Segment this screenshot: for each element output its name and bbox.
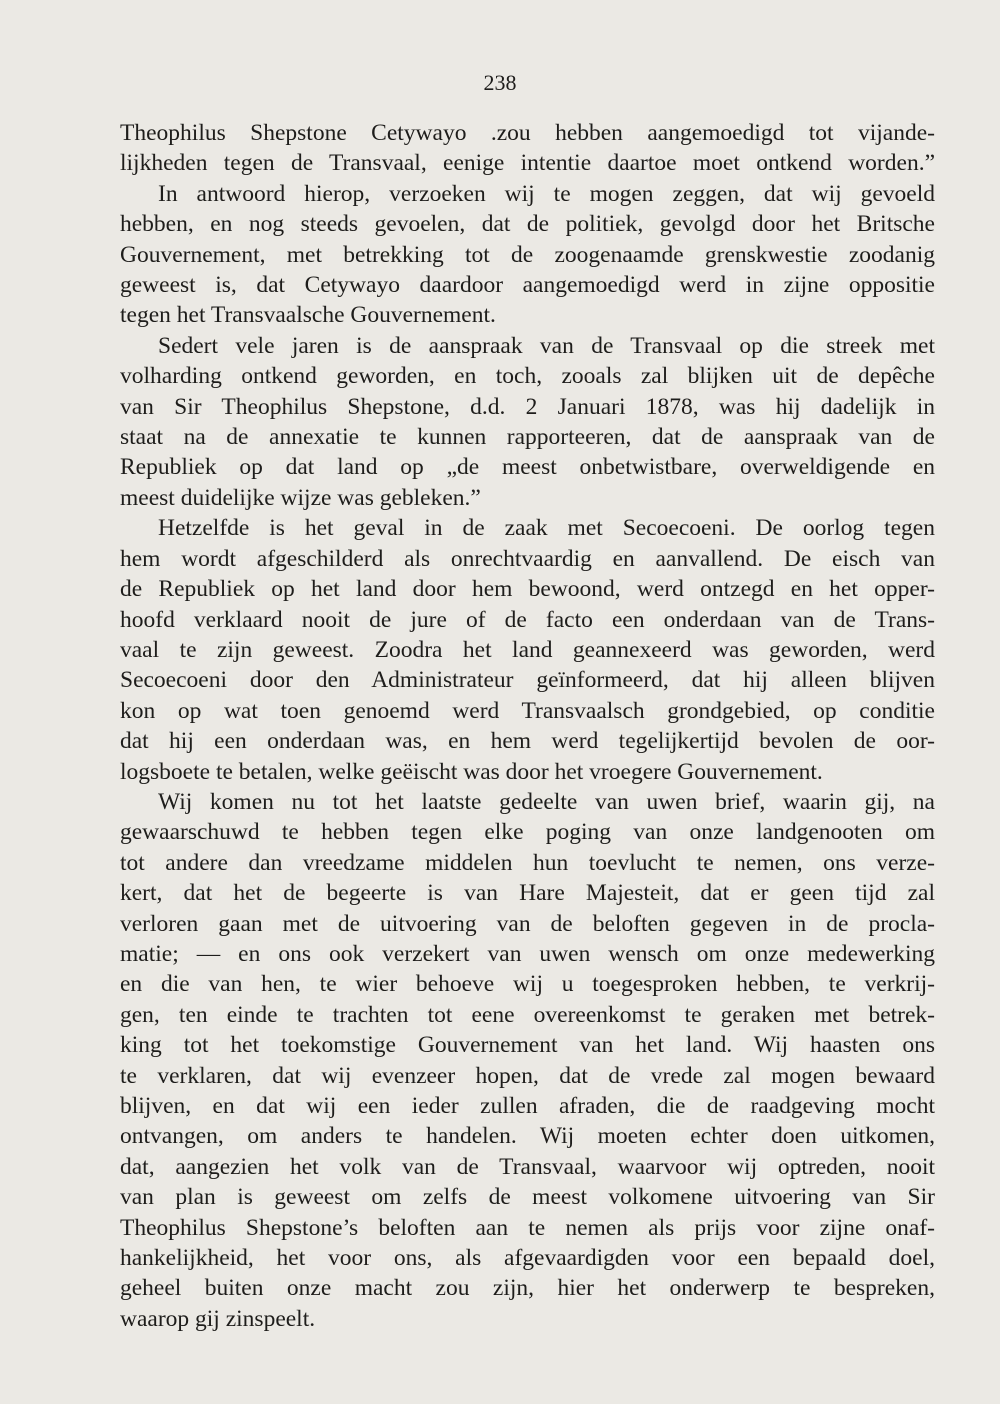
text-line: meest duidelijke wijze was gebleken.” [120, 484, 481, 511]
text-line: volharding ontkend geworden, en toch, zooals zal blijken uit de depêche [120, 363, 935, 390]
text-line: Hetzelfde is het geval in de zaak met Secoecoeni. De oorlog tegen [158, 515, 935, 542]
text-line: gewaarschuwd te hebben tegen elke poging van onze landgenooten om [120, 819, 935, 846]
text-line: matie; — en ons ook verzekert van uwen wensch om onze medewerking [120, 940, 935, 967]
text-line: Theophilus Shepstone’s beloften aan te nemen als prijs voor zijne onaf- [120, 1214, 935, 1241]
text-line: hem wordt afgeschilderd als onrechtvaardig en aanvallend. De eisch van [120, 545, 935, 572]
text-line: logsboete te betalen, welke geëischt was door het vroegere Gouvernement. [120, 758, 823, 785]
text-line: geheel buiten onze macht zou zijn, hier het onderwerp te bespreken, [120, 1275, 935, 1302]
text-line: tot andere dan vreedzame middelen hun toevlucht te nemen, ons verze- [120, 849, 935, 876]
text-line: te verklaren, dat wij evenzeer hopen, dat de vrede zal mogen bewaard [120, 1062, 935, 1089]
text-line: hankelijkheid, het voor ons, als afgevaardigden voor een bepaald doel, [120, 1245, 935, 1272]
text-line: geweest is, dat Cetywayo daardoor aangemoedigd werd in zijne oppositie [120, 272, 935, 299]
text-line: hoofd verklaard nooit de jure of de facto een onderdaan van de Trans- [120, 606, 935, 633]
text-line: ontvangen, om anders te handelen. Wij moeten echter doen uitkomen, [120, 1123, 935, 1150]
text-line: lijkheden tegen de Transvaal, eenige intentie daartoe moet ontkend worden.” [120, 150, 935, 177]
text-line: hebben, en nog steeds gevoelen, dat de politiek, gevolgd door het Britsche [120, 211, 935, 238]
text-line: dat, aangezien het volk van de Transvaal, waarvoor wij optreden, nooit [120, 1153, 935, 1180]
text-line: Sedert vele jaren is de aanspraak van de Transvaal op die streek met [158, 332, 935, 359]
text-line: en die van hen, te wier behoeve wij u toegesproken hebben, te verkrij- [120, 971, 935, 998]
text-line: kert, dat het de begeerte is van Hare Majesteit, dat er geen tijd zal [120, 880, 935, 907]
body-text [120, 118, 935, 1334]
text-line: de Republiek op het land door hem bewoond, werd ontzegd en het opper- [120, 576, 935, 603]
page-number: 238 [483, 70, 517, 95]
text-line: In antwoord hierop, verzoeken wij te mogen zeggen, dat wij gevoeld [158, 180, 935, 207]
text-line: Wij komen nu tot het laatste gedeelte van uwen brief, waarin gij, na [158, 788, 935, 815]
text-line: waarop gij zinspeelt. [120, 1305, 316, 1332]
text-line: van plan is geweest om zelfs de meest volkomene uitvoering van Sir [120, 1184, 935, 1211]
text-line: van Sir Theophilus Shepstone, d.d. 2 Januari 1878, was hij dadelijk in [120, 393, 935, 420]
text-line: staat na de annexatie te kunnen rapporteeren, dat de aanspraak van de [120, 424, 935, 451]
text-line: tegen het Transvaalsche Gouvernement. [120, 302, 496, 329]
text-line: blijven, en dat wij een ieder zullen afraden, die de raadgeving mocht [120, 1093, 935, 1119]
text-line: gen, ten einde te trachten tot eene overeenkomst te geraken met betrek- [120, 1001, 935, 1028]
text-line: king tot het toekomstige Gouvernement van het land. Wij haasten ons [120, 1032, 935, 1059]
text-line: verloren gaan met de uitvoering van de beloften gegeven in de procla- [120, 910, 935, 937]
text-line: vaal te zijn geweest. Zoodra het land geannexeerd was geworden, werd [120, 636, 935, 663]
text-line: Gouvernement, met betrekking tot de zoogenaamde grenskwestie zoodanig [120, 241, 935, 268]
text-line: Republiek op dat land op „de meest onbetwistbare, overweldigende en [120, 454, 935, 481]
text-line: kon op wat toen genoemd werd Transvaalsch grondgebied, op conditie [120, 697, 935, 724]
text-line: Theophilus Shepstone Cetywayo .zou hebben aangemoedigd tot vijande- [120, 120, 935, 146]
text-line: Secoecoeni door den Administrateur geïnformeerd, dat hij alleen blijven [120, 667, 935, 694]
text-line: dat hij een onderdaan was, en hem werd tegelijkertijd bevolen de oor- [120, 728, 935, 755]
